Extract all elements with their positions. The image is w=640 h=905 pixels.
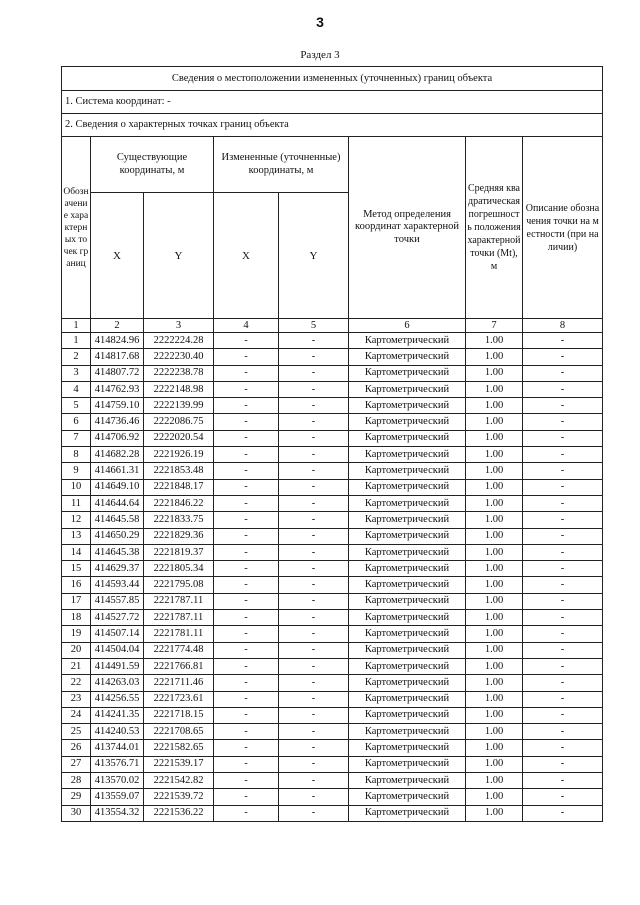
- description-cell: -: [523, 365, 603, 381]
- description-cell: -: [523, 691, 603, 707]
- x-existing-cell: 414824.96: [91, 333, 144, 349]
- x-changed-cell: -: [214, 577, 279, 593]
- y-existing-cell: 2222148.98: [144, 381, 214, 397]
- error-cell: 1.00: [466, 430, 523, 446]
- y-existing-cell: 2221819.37: [144, 544, 214, 560]
- point-number-cell: 29: [62, 789, 91, 805]
- table-row: [62, 789, 603, 805]
- table-row: [62, 349, 603, 365]
- y-changed-cell: -: [279, 414, 349, 430]
- x-existing-cell: 414807.72: [91, 365, 144, 381]
- x-existing-cell: 414527.72: [91, 610, 144, 626]
- table-row: [62, 447, 603, 463]
- description-cell: -: [523, 528, 603, 544]
- header-method: Метод определения координат характерной точки: [349, 137, 466, 319]
- x-existing-cell: 413744.01: [91, 740, 144, 756]
- x-changed-cell: -: [214, 626, 279, 642]
- description-cell: -: [523, 447, 603, 463]
- table-banner: Сведения о местоположении измененных (уточненных) границ объекта: [62, 67, 603, 91]
- error-cell: 1.00: [466, 610, 523, 626]
- description-cell: -: [523, 463, 603, 479]
- x-changed-cell: -: [214, 447, 279, 463]
- method-cell: Картометрический: [349, 447, 466, 463]
- y-existing-cell: 2221539.17: [144, 756, 214, 772]
- method-cell: Картометрический: [349, 626, 466, 642]
- method-cell: Картометрический: [349, 561, 466, 577]
- method-cell: Картометрический: [349, 773, 466, 789]
- y-changed-cell: -: [279, 756, 349, 772]
- y-changed-cell: -: [279, 805, 349, 821]
- point-number-cell: 18: [62, 610, 91, 626]
- error-cell: 1.00: [466, 805, 523, 821]
- point-number-cell: 2: [62, 349, 91, 365]
- y-existing-cell: 2222230.40: [144, 349, 214, 365]
- description-cell: -: [523, 658, 603, 674]
- point-number-cell: 14: [62, 544, 91, 560]
- error-cell: 1.00: [466, 479, 523, 495]
- table-row: [62, 805, 603, 821]
- y-changed-cell: -: [279, 512, 349, 528]
- description-cell: -: [523, 626, 603, 642]
- description-cell: -: [523, 430, 603, 446]
- x-changed-cell: -: [214, 740, 279, 756]
- description-cell: -: [523, 512, 603, 528]
- x-existing-cell: 414240.53: [91, 724, 144, 740]
- method-cell: Картометрический: [349, 544, 466, 560]
- point-number-cell: 15: [62, 561, 91, 577]
- y-existing-cell: 2221723.61: [144, 691, 214, 707]
- method-cell: Картометрический: [349, 398, 466, 414]
- boundary-points-table: [61, 66, 603, 822]
- x-changed-cell: -: [214, 805, 279, 821]
- point-number-cell: 10: [62, 479, 91, 495]
- error-cell: 1.00: [466, 544, 523, 560]
- x-changed-cell: -: [214, 430, 279, 446]
- x-existing-cell: 414263.03: [91, 675, 144, 691]
- error-cell: 1.00: [466, 707, 523, 723]
- x-existing-cell: 413576.71: [91, 756, 144, 772]
- table-row: [62, 675, 603, 691]
- method-cell: Картометрический: [349, 577, 466, 593]
- error-cell: 1.00: [466, 463, 523, 479]
- x-changed-cell: -: [214, 773, 279, 789]
- x-changed-cell: -: [214, 561, 279, 577]
- error-cell: 1.00: [466, 724, 523, 740]
- x-existing-cell: 414645.38: [91, 544, 144, 560]
- section-label: Раздел 3: [300, 49, 340, 61]
- method-cell: Картометрический: [349, 740, 466, 756]
- header-x-changed: X: [214, 193, 279, 319]
- point-number-cell: 3: [62, 365, 91, 381]
- description-cell: -: [523, 789, 603, 805]
- method-cell: Картометрический: [349, 349, 466, 365]
- x-existing-cell: 414736.46: [91, 414, 144, 430]
- description-cell: -: [523, 577, 603, 593]
- x-changed-cell: -: [214, 789, 279, 805]
- x-existing-cell: 413570.02: [91, 773, 144, 789]
- y-existing-cell: 2221781.11: [144, 626, 214, 642]
- table-row: [62, 724, 603, 740]
- description-cell: -: [523, 333, 603, 349]
- method-cell: Картометрический: [349, 691, 466, 707]
- method-cell: Картометрический: [349, 658, 466, 674]
- point-number-cell: 12: [62, 512, 91, 528]
- method-cell: Картометрический: [349, 642, 466, 658]
- method-cell: Картометрический: [349, 610, 466, 626]
- y-changed-cell: -: [279, 430, 349, 446]
- x-changed-cell: -: [214, 756, 279, 772]
- y-changed-cell: -: [279, 398, 349, 414]
- table-row: [62, 561, 603, 577]
- point-number-cell: 8: [62, 447, 91, 463]
- header-description: Описание обозначения точки на местности (при наличии): [523, 137, 603, 319]
- x-existing-cell: 414629.37: [91, 561, 144, 577]
- x-changed-cell: -: [214, 349, 279, 365]
- y-changed-cell: -: [279, 626, 349, 642]
- x-existing-cell: 414706.92: [91, 430, 144, 446]
- coordinate-system-line: 1. Система координат: -: [62, 91, 603, 114]
- method-cell: Картометрический: [349, 756, 466, 772]
- error-cell: 1.00: [466, 642, 523, 658]
- x-existing-cell: 414682.28: [91, 447, 144, 463]
- y-existing-cell: 2221926.19: [144, 447, 214, 463]
- y-existing-cell: 2222086.75: [144, 414, 214, 430]
- method-cell: Картометрический: [349, 463, 466, 479]
- y-changed-cell: -: [279, 495, 349, 511]
- y-existing-cell: 2221787.11: [144, 593, 214, 609]
- header-x-existing: X: [91, 193, 144, 319]
- description-cell: -: [523, 610, 603, 626]
- error-cell: 1.00: [466, 756, 523, 772]
- y-changed-cell: -: [279, 658, 349, 674]
- y-existing-cell: 2222238.78: [144, 365, 214, 381]
- y-changed-cell: -: [279, 479, 349, 495]
- y-changed-cell: -: [279, 740, 349, 756]
- point-number-cell: 16: [62, 577, 91, 593]
- header-point-name: Обозначение характерных точек границ: [62, 137, 91, 319]
- method-cell: Картометрический: [349, 365, 466, 381]
- table-row: [62, 610, 603, 626]
- x-changed-cell: -: [214, 658, 279, 674]
- error-cell: 1.00: [466, 365, 523, 381]
- x-existing-cell: 414504.04: [91, 642, 144, 658]
- table-row: [62, 381, 603, 397]
- error-cell: 1.00: [466, 675, 523, 691]
- y-existing-cell: 2221853.48: [144, 463, 214, 479]
- description-cell: -: [523, 724, 603, 740]
- x-existing-cell: 414759.10: [91, 398, 144, 414]
- table-row: [62, 740, 603, 756]
- table-row: [62, 365, 603, 381]
- x-changed-cell: -: [214, 528, 279, 544]
- point-number-cell: 28: [62, 773, 91, 789]
- method-cell: Картометрический: [349, 789, 466, 805]
- y-existing-cell: 2222139.99: [144, 398, 214, 414]
- table-row: [62, 691, 603, 707]
- point-number-cell: 19: [62, 626, 91, 642]
- table-row: [62, 398, 603, 414]
- method-cell: Картометрический: [349, 414, 466, 430]
- y-existing-cell: 2221833.75: [144, 512, 214, 528]
- column-number: 7: [466, 319, 523, 333]
- y-changed-cell: -: [279, 561, 349, 577]
- table-row: [62, 577, 603, 593]
- description-cell: -: [523, 479, 603, 495]
- table-row: [62, 430, 603, 446]
- y-changed-cell: -: [279, 724, 349, 740]
- description-cell: -: [523, 675, 603, 691]
- x-changed-cell: -: [214, 593, 279, 609]
- y-existing-cell: 2221539.72: [144, 789, 214, 805]
- description-cell: -: [523, 773, 603, 789]
- page-number: 3: [316, 14, 324, 30]
- y-existing-cell: 2221848.17: [144, 479, 214, 495]
- y-existing-cell: 2221542.82: [144, 773, 214, 789]
- y-changed-cell: -: [279, 707, 349, 723]
- y-changed-cell: -: [279, 528, 349, 544]
- y-existing-cell: 2221711.46: [144, 675, 214, 691]
- points-info-line: 2. Сведения о характерных точках границ объекта: [62, 114, 603, 137]
- table-row: [62, 495, 603, 511]
- error-cell: 1.00: [466, 512, 523, 528]
- description-cell: -: [523, 707, 603, 723]
- point-number-cell: 17: [62, 593, 91, 609]
- description-cell: -: [523, 495, 603, 511]
- x-existing-cell: 414593.44: [91, 577, 144, 593]
- error-cell: 1.00: [466, 577, 523, 593]
- column-number: 3: [144, 319, 214, 333]
- point-number-cell: 9: [62, 463, 91, 479]
- description-cell: -: [523, 756, 603, 772]
- table-row: [62, 707, 603, 723]
- point-number-cell: 25: [62, 724, 91, 740]
- x-existing-cell: 414645.58: [91, 512, 144, 528]
- x-existing-cell: 414762.93: [91, 381, 144, 397]
- error-cell: 1.00: [466, 658, 523, 674]
- y-existing-cell: 2221536.22: [144, 805, 214, 821]
- method-cell: Картометрический: [349, 479, 466, 495]
- table-row: [62, 463, 603, 479]
- x-changed-cell: -: [214, 691, 279, 707]
- point-number-cell: 7: [62, 430, 91, 446]
- x-existing-cell: 414649.10: [91, 479, 144, 495]
- column-number: 8: [523, 319, 603, 333]
- point-number-cell: 11: [62, 495, 91, 511]
- error-cell: 1.00: [466, 691, 523, 707]
- error-cell: 1.00: [466, 740, 523, 756]
- y-changed-cell: -: [279, 349, 349, 365]
- error-cell: 1.00: [466, 333, 523, 349]
- y-changed-cell: -: [279, 789, 349, 805]
- table-row: [62, 626, 603, 642]
- y-existing-cell: 2221582.65: [144, 740, 214, 756]
- y-existing-cell: 2221787.11: [144, 610, 214, 626]
- description-cell: -: [523, 398, 603, 414]
- y-changed-cell: -: [279, 610, 349, 626]
- y-changed-cell: -: [279, 333, 349, 349]
- x-changed-cell: -: [214, 381, 279, 397]
- column-number: 2: [91, 319, 144, 333]
- y-existing-cell: 2221795.08: [144, 577, 214, 593]
- header-existing-coords: Существующие координаты, м: [91, 137, 214, 193]
- description-cell: -: [523, 642, 603, 658]
- point-number-cell: 21: [62, 658, 91, 674]
- point-number-cell: 23: [62, 691, 91, 707]
- x-existing-cell: 414817.68: [91, 349, 144, 365]
- header-error: Средняя квадратическая погрешность положения характерной точки (Mt), м: [466, 137, 523, 319]
- point-number-cell: 4: [62, 381, 91, 397]
- x-changed-cell: -: [214, 512, 279, 528]
- point-number-cell: 13: [62, 528, 91, 544]
- table-row: [62, 642, 603, 658]
- column-number: 4: [214, 319, 279, 333]
- description-cell: -: [523, 381, 603, 397]
- description-cell: -: [523, 805, 603, 821]
- error-cell: 1.00: [466, 447, 523, 463]
- x-changed-cell: -: [214, 707, 279, 723]
- y-existing-cell: 2221766.81: [144, 658, 214, 674]
- point-number-cell: 27: [62, 756, 91, 772]
- error-cell: 1.00: [466, 495, 523, 511]
- x-changed-cell: -: [214, 495, 279, 511]
- x-changed-cell: -: [214, 724, 279, 740]
- y-existing-cell: 2221708.65: [144, 724, 214, 740]
- method-cell: Картометрический: [349, 381, 466, 397]
- y-changed-cell: -: [279, 773, 349, 789]
- header-y-existing: Y: [144, 193, 214, 319]
- method-cell: Картометрический: [349, 707, 466, 723]
- method-cell: Картометрический: [349, 675, 466, 691]
- x-existing-cell: 413554.32: [91, 805, 144, 821]
- point-number-cell: 24: [62, 707, 91, 723]
- error-cell: 1.00: [466, 561, 523, 577]
- y-changed-cell: -: [279, 593, 349, 609]
- x-changed-cell: -: [214, 610, 279, 626]
- method-cell: Картометрический: [349, 495, 466, 511]
- y-changed-cell: -: [279, 691, 349, 707]
- table-row: [62, 544, 603, 560]
- x-changed-cell: -: [214, 463, 279, 479]
- x-existing-cell: 414661.31: [91, 463, 144, 479]
- y-existing-cell: 2222224.28: [144, 333, 214, 349]
- y-existing-cell: 2221846.22: [144, 495, 214, 511]
- description-cell: -: [523, 544, 603, 560]
- description-cell: -: [523, 414, 603, 430]
- x-existing-cell: 413559.07: [91, 789, 144, 805]
- x-existing-cell: 414557.85: [91, 593, 144, 609]
- x-changed-cell: -: [214, 414, 279, 430]
- x-existing-cell: 414650.29: [91, 528, 144, 544]
- y-changed-cell: -: [279, 381, 349, 397]
- table-row: [62, 773, 603, 789]
- x-existing-cell: 414491.59: [91, 658, 144, 674]
- error-cell: 1.00: [466, 528, 523, 544]
- header-changed-coords: Измененные (уточненные) координаты, м: [214, 137, 349, 193]
- method-cell: Картометрический: [349, 593, 466, 609]
- table-row: [62, 333, 603, 349]
- point-number-cell: 26: [62, 740, 91, 756]
- error-cell: 1.00: [466, 381, 523, 397]
- x-existing-cell: 414241.35: [91, 707, 144, 723]
- header-y-changed: Y: [279, 193, 349, 319]
- column-numbers-row: [62, 319, 603, 333]
- description-cell: -: [523, 349, 603, 365]
- y-changed-cell: -: [279, 642, 349, 658]
- point-number-cell: 5: [62, 398, 91, 414]
- y-changed-cell: -: [279, 544, 349, 560]
- error-cell: 1.00: [466, 398, 523, 414]
- y-existing-cell: 2221774.48: [144, 642, 214, 658]
- y-changed-cell: -: [279, 447, 349, 463]
- error-cell: 1.00: [466, 789, 523, 805]
- y-changed-cell: -: [279, 463, 349, 479]
- point-number-cell: 20: [62, 642, 91, 658]
- y-existing-cell: 2221805.34: [144, 561, 214, 577]
- method-cell: Картометрический: [349, 724, 466, 740]
- error-cell: 1.00: [466, 349, 523, 365]
- x-existing-cell: 414256.55: [91, 691, 144, 707]
- y-changed-cell: -: [279, 675, 349, 691]
- x-changed-cell: -: [214, 544, 279, 560]
- column-number: 1: [62, 319, 91, 333]
- x-changed-cell: -: [214, 365, 279, 381]
- point-number-cell: 22: [62, 675, 91, 691]
- method-cell: Картометрический: [349, 430, 466, 446]
- table-row: [62, 528, 603, 544]
- description-cell: -: [523, 740, 603, 756]
- column-number: 5: [279, 319, 349, 333]
- method-cell: Картометрический: [349, 512, 466, 528]
- table-row: [62, 756, 603, 772]
- table-row: [62, 658, 603, 674]
- error-cell: 1.00: [466, 414, 523, 430]
- column-number: 6: [349, 319, 466, 333]
- description-cell: -: [523, 561, 603, 577]
- y-existing-cell: 2221829.36: [144, 528, 214, 544]
- table-row: [62, 512, 603, 528]
- method-cell: Картометрический: [349, 805, 466, 821]
- error-cell: 1.00: [466, 626, 523, 642]
- x-existing-cell: 414507.14: [91, 626, 144, 642]
- error-cell: 1.00: [466, 593, 523, 609]
- x-changed-cell: -: [214, 642, 279, 658]
- x-changed-cell: -: [214, 479, 279, 495]
- method-cell: Картометрический: [349, 333, 466, 349]
- x-existing-cell: 414644.64: [91, 495, 144, 511]
- point-number-cell: 30: [62, 805, 91, 821]
- point-number-cell: 6: [62, 414, 91, 430]
- y-changed-cell: -: [279, 365, 349, 381]
- table-row: [62, 479, 603, 495]
- x-changed-cell: -: [214, 675, 279, 691]
- table-row: [62, 414, 603, 430]
- y-existing-cell: 2221718.15: [144, 707, 214, 723]
- method-cell: Картометрический: [349, 528, 466, 544]
- x-changed-cell: -: [214, 333, 279, 349]
- point-number-cell: 1: [62, 333, 91, 349]
- table-row: [62, 593, 603, 609]
- y-changed-cell: -: [279, 577, 349, 593]
- error-cell: 1.00: [466, 773, 523, 789]
- y-existing-cell: 2222020.54: [144, 430, 214, 446]
- x-changed-cell: -: [214, 398, 279, 414]
- description-cell: -: [523, 593, 603, 609]
